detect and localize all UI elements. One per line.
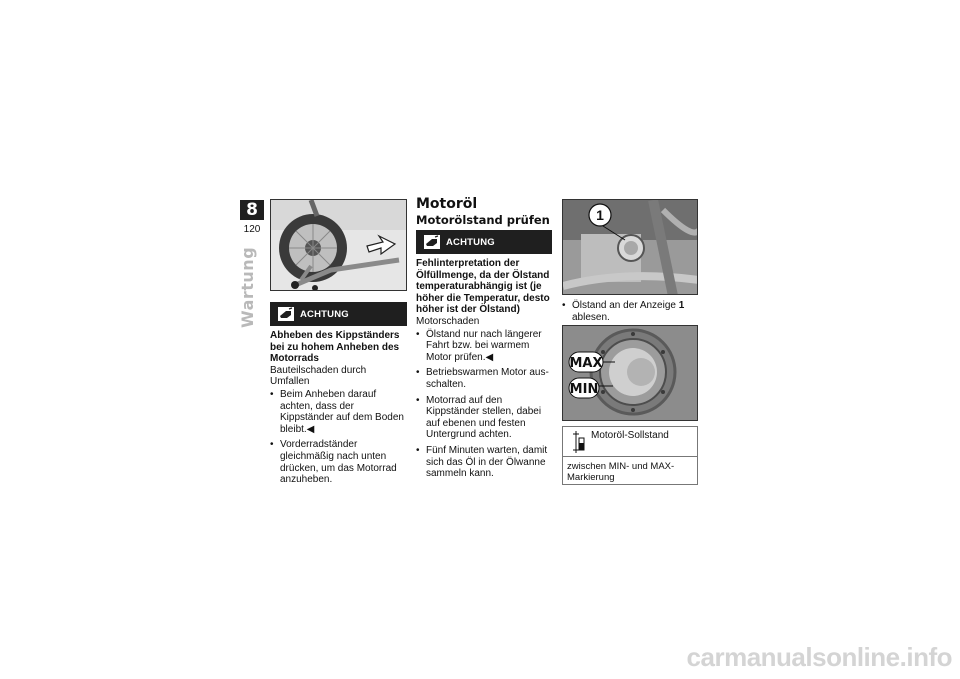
warning-heading: Fehlinterpretation der Ölfüllmenge, da der Ölstand temperaturabhängig ist (je höher die Temperatur, desto höher ist der Ölstand) (416, 258, 550, 316)
list-item: • Fünf Minuten warten, damit sich das Öl in der Ölwanne sammeln kann. (416, 445, 552, 480)
watermark: carmanualsonline.info (686, 642, 952, 672)
spec-value: zwischen MIN- und MAX-Markierung (567, 461, 675, 483)
instruction-list (562, 300, 698, 323)
engine-oil-window-illustration (563, 200, 698, 295)
warning-label: ACHTUNG (300, 308, 349, 320)
engine-photo (562, 199, 698, 295)
warning-label: ACHTUNG (446, 236, 495, 248)
chapter-number: 8 (240, 200, 264, 220)
list-item (562, 300, 698, 323)
motorcycle-stand-illustration (271, 200, 407, 291)
list-item: • Beim Anheben darauf achten, dass der Kippständer auf dem Boden bleibt.◀ (270, 389, 407, 435)
list-item: • Betriebswarmen Motor ausschalten. (416, 367, 552, 390)
warning-bar-oil (416, 230, 552, 254)
list-item: • Vorderradständer gleichmäßig nach unten drücken, um das Motorrad anzuheben. (270, 439, 407, 485)
chapter-title: Wartung (238, 246, 257, 328)
bullet-suffix: ablesen. (572, 311, 610, 323)
warning-hand-icon (278, 307, 294, 321)
callout-number: 1 (596, 207, 604, 223)
spec-table (562, 426, 698, 485)
warning-consequence: Bauteilschaden durch Umfallen (270, 364, 367, 388)
spec-title: Motoröl-Sollstand (591, 430, 669, 441)
left-column-text (270, 330, 407, 486)
stand-photo (270, 199, 407, 291)
spec-header-row (563, 427, 697, 457)
list-item: • Ölstand nur nach längerer Fahrt bzw. bei warmem Motor prüfen.◀ (416, 329, 552, 364)
bullet-prefix: Ölstand an der Anzeige (572, 300, 676, 311)
instruction-list (416, 329, 552, 480)
subsection-title: Motorölstand prüfen (416, 213, 550, 227)
warning-consequence: Motorschaden (416, 315, 480, 327)
page-number: 120 (243, 224, 261, 235)
gauge-max-label: MAX (569, 356, 603, 371)
oil-level-icon (572, 430, 586, 454)
section-title: Motoröl (416, 196, 478, 212)
gauge-photo (562, 325, 698, 421)
bullet-ref: 1 (678, 300, 685, 311)
middle-column-text (416, 258, 552, 480)
gauge-min-label: MIN (569, 382, 599, 397)
warning-hand-icon (424, 235, 440, 249)
oil-gauge-illustration (563, 326, 698, 421)
instruction-list (270, 389, 407, 486)
right-column-text (562, 299, 698, 323)
warning-bar-stand (270, 302, 407, 326)
warning-heading: Abheben des Kippständers bei zu hohem Anheben des Motorrads (270, 330, 400, 365)
list-item: • Motorrad auf den Kippständer stellen, dabei auf ebenen und festen Untergrund achten. (416, 395, 552, 441)
